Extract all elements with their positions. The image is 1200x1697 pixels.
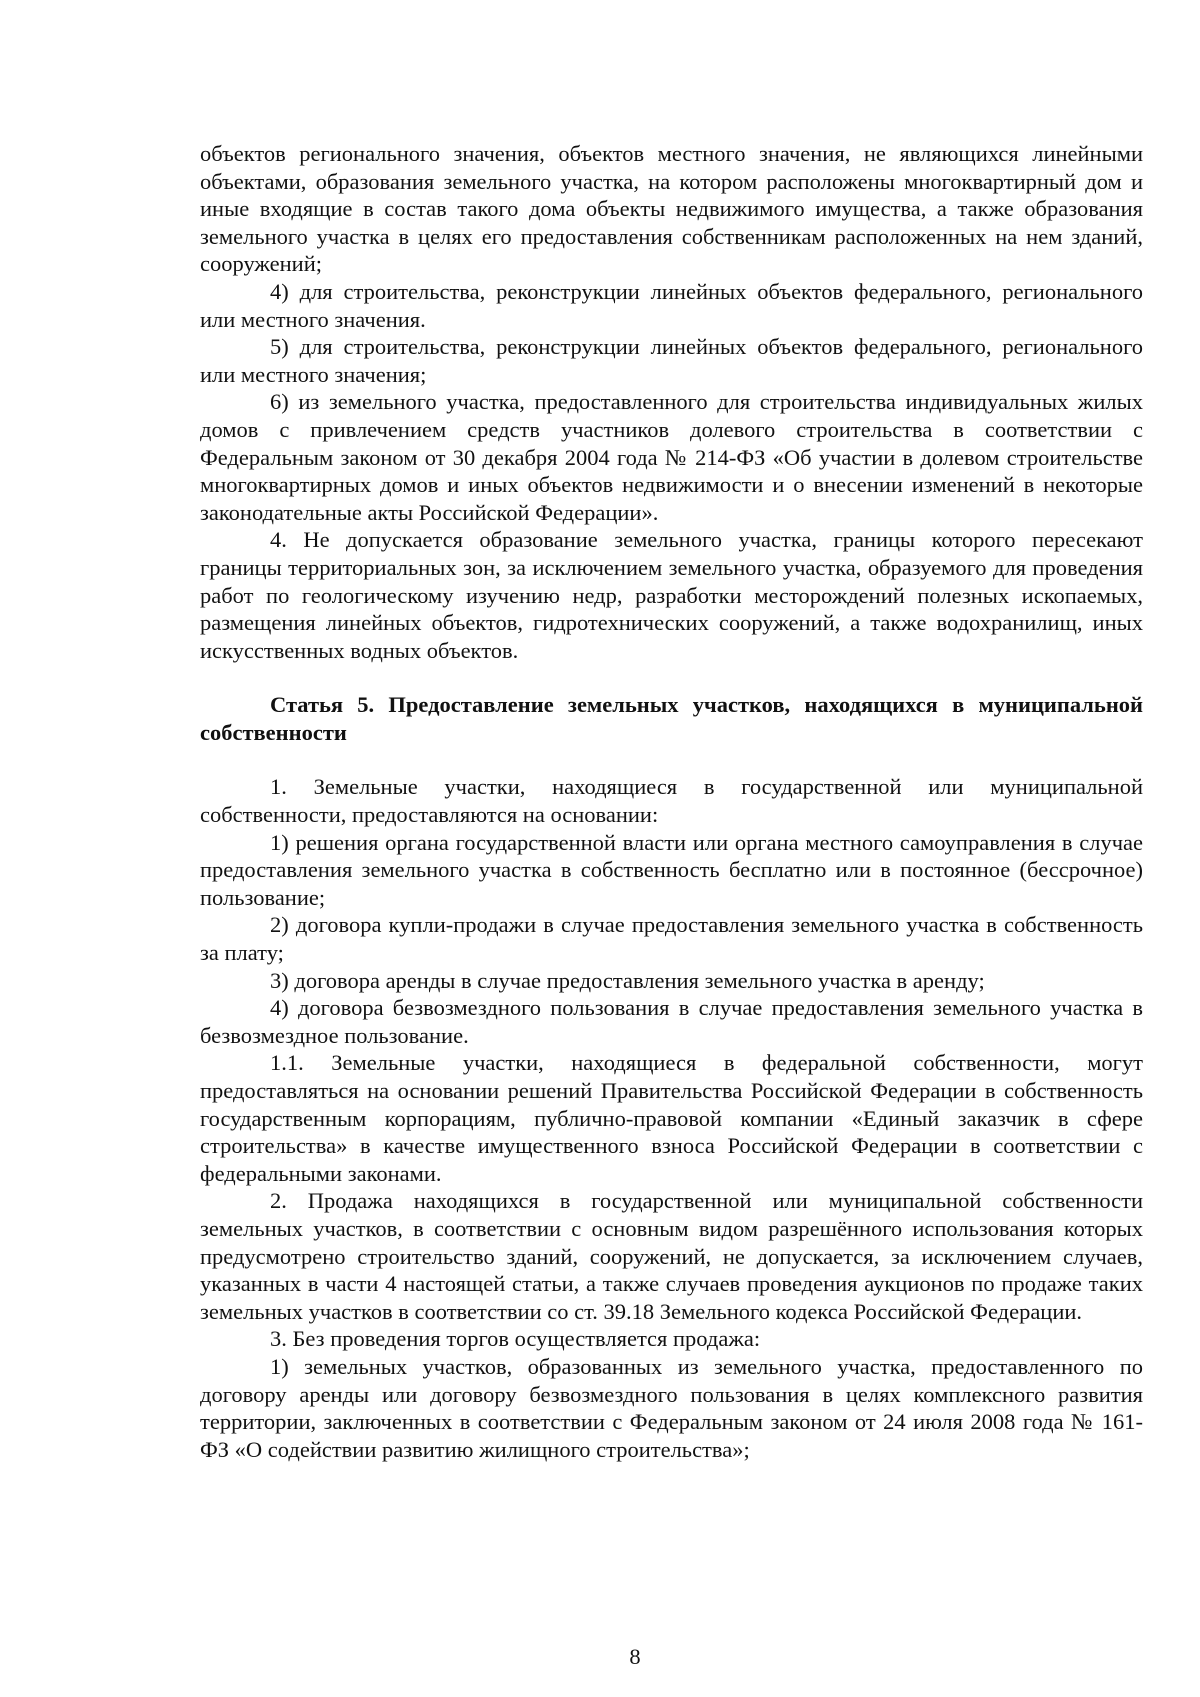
- paragraph: 1) решения органа государственной власти или органа местного самоуправления в случае предоставления земельного участка в собственность бесплатно или в постоянное (бессрочное) пользование;: [200, 829, 1143, 910]
- paragraph: 2) договора купли-продажи в случае предоставления земельного участка в собственность за плату;: [200, 912, 1143, 966]
- paragraph: объектов регионального значения, объектов местного значения, не являющихся линейными объектами, образования земельного участка, на котором расположены многоквартирный дом и иные входящие в состав такого дома объекты недвижимого имущества, а также образования земельного участка в целях его предоставления собственникам расположенных на нем зданий, сооружений;: [200, 141, 1143, 277]
- paragraph: 3) договора аренды в случае предоставления земельного участка в аренду;: [270, 967, 985, 993]
- paragraph: 3. Без проведения торгов осуществляется продажа:: [270, 1326, 761, 1352]
- paragraph: 4) договора безвозмездного пользования в случае предоставления земельного участка в безвозмездное пользование.: [200, 995, 1143, 1048]
- paragraph: 4) для строительства, реконструкции линейных объектов федерального, регионального или местного значения.: [200, 278, 1143, 332]
- paragraph: 6) из земельного участка, предоставленного для строительства индивидуальных жилых домов с привлечением средств участников долевого строительства в соответствии с Федеральным законом от 30 декабря 2004 года № 214-ФЗ «Об участии в долевом строительстве многоквартирных домов и иных объектов недвижимости и о внесении изменений в некоторые законодательные акты Российской Федерации».: [200, 389, 1143, 525]
- page-number: 8: [629, 1644, 641, 1669]
- spacer: [200, 664, 1143, 691]
- spacer: [200, 746, 1143, 773]
- paragraph: 2. Продажа находящихся в государственной или муниципальной собственности земельных участков, в соответствии с основным видом разрешённого использования которых предусмотрено строительство зданий, сооружений, не допускается, за исключением случаев, указанных в части 4 настоящей статьи, а также случаев проведения аукционов по продаже таких земельных участков в соответствии со ст. 39.18 Земельного кодекса Российской Федерации.: [200, 1188, 1143, 1324]
- article-heading: Статья 5. Предоставление земельных участков, находящихся в муниципальной собственности: [200, 692, 1143, 745]
- paragraph: 4. Не допускается образование земельного участка, границы которого пересекают границы территориальных зон, за исключением земельного участка, образуемого для проведения работ по геологическому изучению недр, разработки месторождений полезных ископаемых, размещения линейных объектов, гидротехнических сооружений, а также водохранилищ, иных искусственных водных объектов.: [200, 527, 1143, 663]
- paragraph: 1. Земельные участки, находящиеся в государственной или муниципальной собственности, предоставляются на основании:: [200, 774, 1143, 828]
- paragraph: 5) для строительства, реконструкции линейных объектов федерального, регионального или местного значения;: [200, 334, 1143, 387]
- text-block-after: [200, 773, 1143, 1463]
- paragraph: 1) земельных участков, образованных из земельного участка, предоставленного по договору аренды или договору безвозмездного пользования в целях комплексного развития территории, заключенных в соответствии с Федеральным законом от 24 июля 2008 года № 161-ФЗ «О содействии развитию жилищного строительства»;: [200, 1353, 1143, 1462]
- paragraph: 1.1. Земельные участки, находящиеся в федеральной собственности, могут предоставляться на основании решений Правительства Российской Федерации в собственность государственным корпорациям, публично-правовой компании «Единый заказчик в сфере строительства» в качестве имущественного взноса Российской Федерации в соответствии с федеральными законами.: [200, 1050, 1143, 1186]
- text-block-before: [200, 140, 1143, 664]
- document-page: [200, 140, 1143, 1463]
